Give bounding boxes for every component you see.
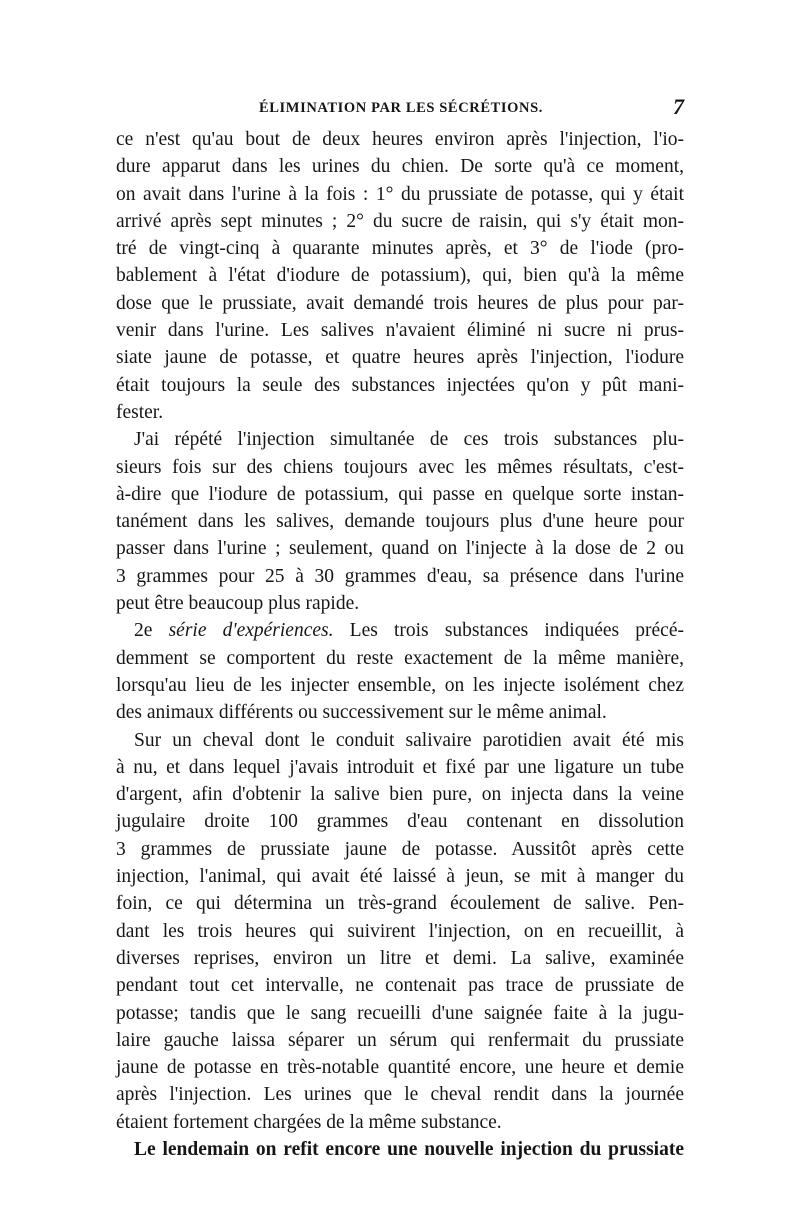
- body-text: [116, 126, 684, 1163]
- text-line: dure apparut dans les urines du chien. De sorte qu'à ce moment,: [116, 156, 684, 178]
- series-number: 2e: [134, 620, 169, 642]
- text-line: bablement à l'état d'iodure de potassium), qui, bien qu'à la même: [116, 265, 684, 287]
- text-line: Sur un cheval dont le conduit salivaire parotidien avait été mis: [134, 729, 684, 751]
- text-line: on avait dans l'urine à la fois : 1° du prussiate de potasse, qui y était: [116, 183, 684, 205]
- text-line: J'ai répété l'injection simultanée de ces trois substances plu-: [134, 429, 684, 451]
- text-line: dant les trois heures qui suivirent l'injection, on en recueillit, à: [116, 920, 684, 942]
- text-line: à nu, et dans lequel j'avais introduit et fixé par une ligature un tube: [116, 756, 684, 778]
- text-line: peut être beaucoup plus rapide.: [116, 593, 360, 615]
- text-line: venir dans l'urine. Les salives n'avaient éliminé ni sucre ni prus-: [116, 320, 684, 342]
- page-number: 7: [673, 94, 684, 119]
- text-line: 3 grammes pour 25 à 30 grammes d'eau, sa présence dans l'urine: [116, 565, 684, 587]
- text-line: tré de vingt-cinq à quarante minutes après, et 3° de l'iode (pro-: [116, 238, 684, 260]
- running-head: [116, 96, 686, 120]
- series-heading: série d'expériences.: [168, 620, 334, 642]
- text-line: fester.: [116, 401, 164, 423]
- running-title: ÉLIMINATION PAR LES SÉCRÉTIONS.: [259, 100, 543, 116]
- text-line: laire gauche laissa séparer un sérum qui renfermait du prussiate: [116, 1029, 684, 1051]
- text-line: des animaux différents ou successivement sur le même animal.: [116, 702, 607, 724]
- text-line: Le lendemain on refit encore une nouvelle injection du prussiate: [134, 1138, 684, 1160]
- text-line: dose que le prussiate, avait demandé trois heures de plus pour par-: [116, 292, 684, 314]
- text-line: était toujours la seule des substances injectées qu'on y pût mani-: [116, 374, 684, 396]
- text-line: jaune de potasse en très-notable quantité encore, une heure et demie: [116, 1057, 684, 1079]
- text-line: jugulaire droite 100 grammes d'eau contenant en dissolution: [116, 811, 684, 833]
- text-line: injection, l'animal, qui avait été laissé à jeun, se mit à manger du: [116, 866, 684, 888]
- text-line: foin, ce qui détermina un très-grand écoulement de salive. Pen-: [116, 893, 684, 915]
- text-line: passer dans l'urine ; seulement, quand on l'injecte à la dose de 2 ou: [116, 538, 684, 560]
- text-line: demment se comportent du reste exactement de la même manière,: [116, 647, 684, 669]
- text-line: après l'injection. Les urines que le cheval rendit dans la journée: [116, 1084, 684, 1106]
- text-line: d'argent, afin d'obtenir la salive bien pure, on injecta dans la veine: [116, 784, 684, 806]
- line-text: Les trois substances indiquées précé-: [333, 620, 684, 642]
- text-line: pendant tout cet intervalle, ne contenait pas trace de prussiate de: [116, 975, 684, 997]
- text-line: à-dire que l'iodure de potassium, qui passe en quelque sorte instan-: [116, 483, 684, 505]
- text-line: potasse; tandis que le sang recueilli d'une saignée faite à la jugu-: [116, 1002, 684, 1024]
- text-line: [116, 617, 684, 644]
- text-line: lorsqu'au lieu de les injecter ensemble, on les injecte isolément chez: [116, 674, 684, 696]
- text-line: ce n'est qu'au bout de deux heures environ après l'injection, l'io-: [116, 129, 684, 150]
- text-line: siate jaune de potasse, et quatre heures après l'injection, l'iodure: [116, 347, 684, 369]
- text-line: tanément dans les salives, demande toujours plus d'une heure pour: [116, 511, 684, 533]
- text-line: diverses reprises, environ un litre et demi. La salive, examinée: [116, 947, 684, 969]
- text-line: 3 grammes de prussiate jaune de potasse. Aussitôt après cette: [116, 838, 684, 860]
- text-line: étaient fortement chargées de la même substance.: [116, 1111, 502, 1133]
- text-line: arrivé après sept minutes ; 2° du sucre de raisin, qui s'y était mon-: [116, 210, 684, 232]
- text-line: sieurs fois sur des chiens toujours avec les mêmes résultats, c'est-: [116, 456, 684, 478]
